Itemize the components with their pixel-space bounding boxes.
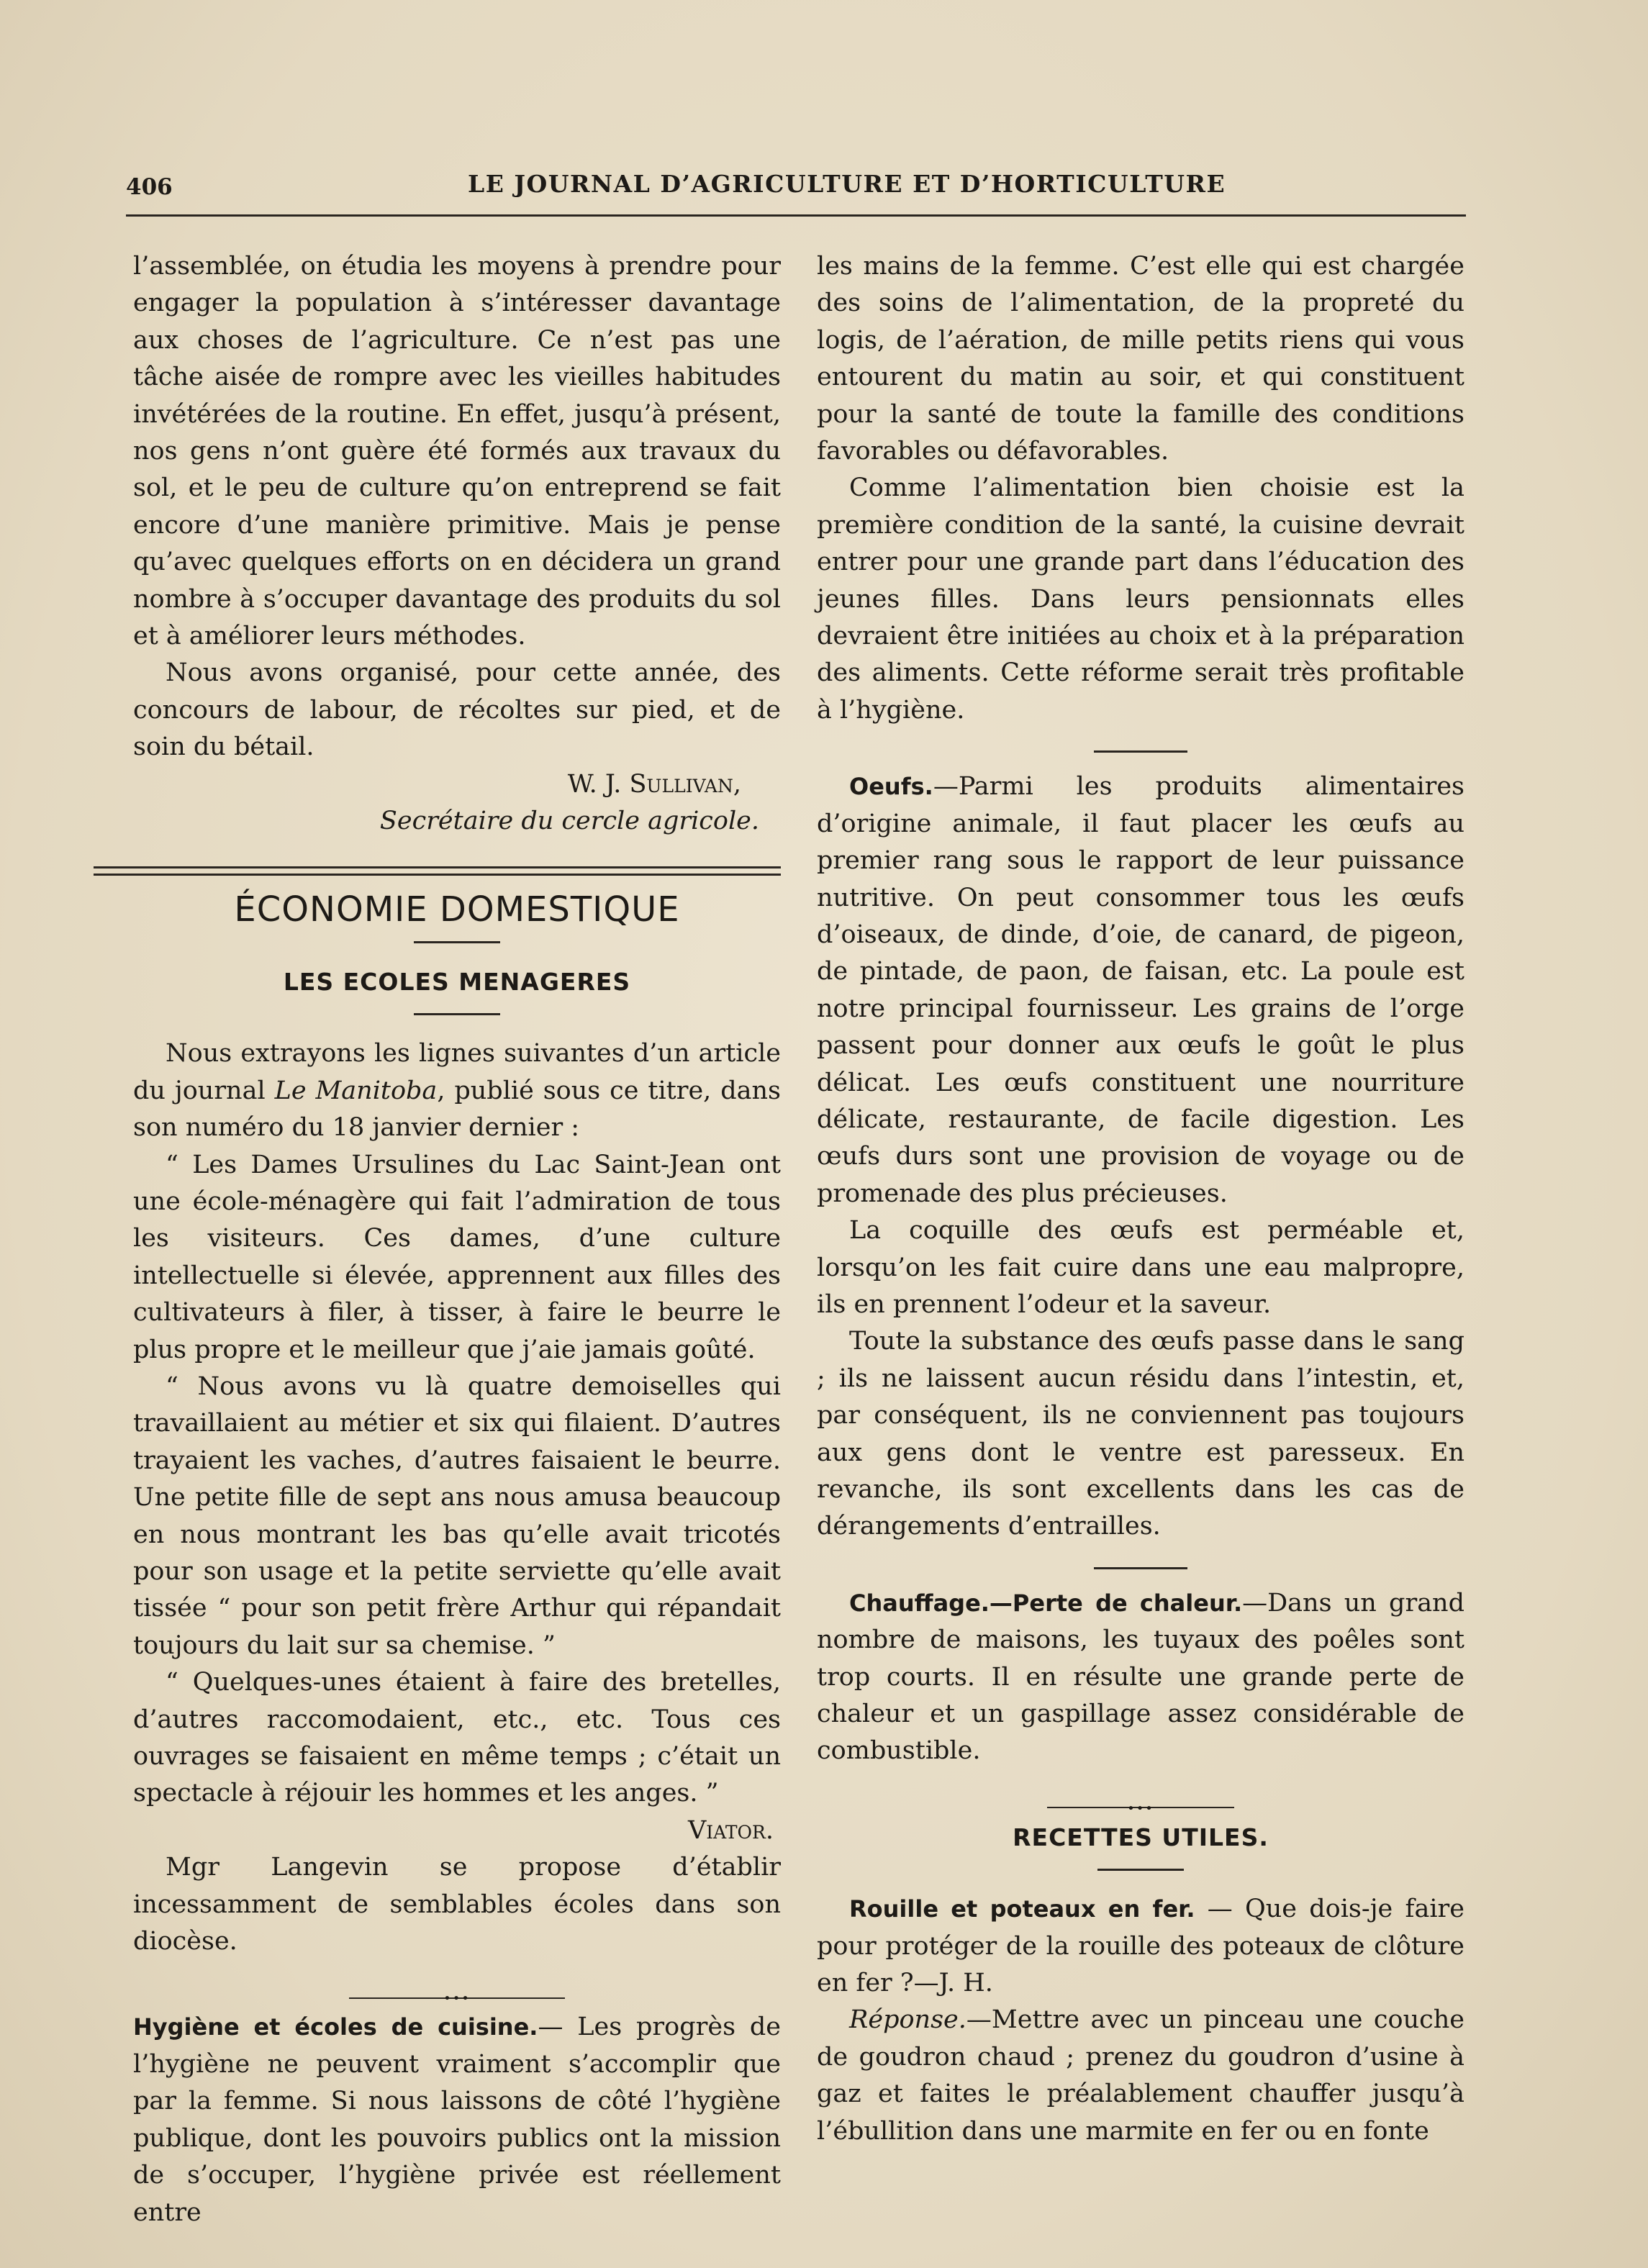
- reponse-label: Réponse.: [849, 2005, 966, 2035]
- item-title: Chauffage.—Perte de chaleur.: [849, 1589, 1243, 1617]
- signature-line: [133, 766, 781, 803]
- paragraph: La coquille des œufs est perméable et, lorsqu’on les fait cuire dans une eau malpropre, ils en prennent l’odeur et la saveur.: [817, 1216, 1464, 1319]
- section-divider: [94, 866, 781, 876]
- paragraph: l’assemblée, on étudia les moyens à prendre pour engager la population à s’intéresser davantage aux choses de l’agriculture. Ce n’est pas une tâche aisée de rompre avec les vieilles habitudes invétérées de la routine. En effet, jusqu’à présent, nos gens n’ont guère été formés aux travaux du sol, et le peu de culture qu’on entreprend se fait encore d’une manière primitive. Mais je pense qu’avec quelques efforts on en décidera un grand nombre à s’occuper davantage des produits du sol et à améliorer leurs méthodes.: [133, 252, 781, 651]
- rouille-paragraph: Rouille et poteaux en fer. — Que dois-je faire pour protéger de la rouille des poteaux de clôture en fer ?—J. H.: [817, 1895, 1464, 1998]
- paragraph: Comme l’alimentation bien choisie est la première condition de la santé, la cuisine devrait entrer pour une grande part dans l’éducation des jeunes filles. Dans leurs pensionnats elles devraient être initiées au choix et à la préparation des aliments. Cette réforme serait très profitable à l’hygiène.: [817, 473, 1464, 725]
- title-rule: [414, 941, 500, 943]
- journal-name: Le Manitoba: [274, 1076, 438, 1105]
- running-title: LE JOURNAL D’AGRICULTURE ET D’HORTICULTURE: [468, 170, 1226, 198]
- quote-paragraph: “ Nous avons vu là quatre demoiselles qui travaillaient au métier et six qui filaient. D’autres trayaient les vaches, d’autres faisaient le beurre. Une petite fille de sept ans nous amusa beaucoup en nous montrant les bas qu’elle avait tricotés pour son usage et la petite serviette qu’elle avait tissée “ pour son petit frère Arthur qui répandait toujours du lait sur sa chemise. ”: [133, 1371, 781, 1660]
- item-title: Oeufs.: [849, 773, 933, 801]
- right-column: [817, 248, 1464, 2150]
- signature-name: W. J. Sullivan,: [567, 769, 741, 799]
- page-header: [126, 170, 1464, 203]
- paragraph: Mgr Langevin se propose d’établir incessamment de semblables écoles dans son diocèse.: [133, 1853, 781, 1956]
- paragraph: Nous avons organisé, pour cette année, des concours de labour, de récoltes sur pied, et de soin du bétail.: [133, 658, 781, 762]
- left-column: [133, 248, 781, 2231]
- recettes-title: RECETTES UTILES.: [1013, 1823, 1269, 1851]
- quote-paragraph: “ Quelques-unes étaient à faire des bretelles, d’autres raccomodaient, etc., etc. Tous ces ouvrages se faisaient en même temps ; c’était un spectacle à réjouir les hommes et les anges. ”: [133, 1668, 781, 1808]
- page-number: 406: [126, 174, 173, 200]
- chauffage-paragraph: Chauffage.—Perte de chaleur.—Dans un grand nombre de maisons, les tuyaux des poêles sont trop courts. Il en résulte une grande perte de chaleur et un gaspillage assez considérable de combustible.: [817, 1588, 1465, 1766]
- reponse-paragraph: Réponse.—Mettre avec un pinceau une couche de goudron chaud ; prenez du goudron d’usine à gaz et faites le préalablement chauffer jusqu’à l’ébullition dans une marmite en fer ou en fonte: [817, 2005, 1464, 2146]
- item-title: Rouille et poteaux en fer.: [849, 1895, 1195, 1923]
- oeufs-paragraph: Oeufs.—Parmi les produits alimentaires d’origine animale, il faut placer les œufs au premier rang sous le rapport de leur puissance nutritive. On peut consommer tous les œufs d’oiseaux, de dinde, d’oie, de canard, de pigeon, de pintade, de paon, de faisan, etc. La poule est notre principal fournisseur. Les grains de l’orge passent pour donner aux œufs le goût le plus délicat. Les œufs constituent une nourriture délicate, restaurante, de facile digestion. Les œufs durs sont une provision de voyage ou de promenade des plus précieuses.: [817, 772, 1464, 1208]
- quote-paragraph: “ Les Dames Ursulines du Lac Saint-Jean ont une école-ménagère qui fait l’admiration de tous les visiteurs. Ces dames, d’une culture intellectuelle si élevée, apprennent aux filles des cultivateurs à filer, à tisser, à faire le beurre le plus propre et le meilleur que j’aie jamais goûté.: [133, 1150, 781, 1364]
- paragraph: Nous extrayons les lignes suivantes d’un article du journal Le Manitoba, publié sous ce titre, dans son numéro du 18 janvier dernier :: [133, 1039, 781, 1143]
- paragraph: Toute la substance des œufs passe dans le sang ; ils ne laissent aucun résidu dans l’intestin, et, par conséquent, ils ne conviennent pas toujours aux gens dont le ventre est paresseux. En revanche, ils sont excellents dans les cas de dérangements d’entrailles.: [817, 1327, 1464, 1541]
- subsection-title: LES ECOLES MENAGERES: [283, 967, 631, 996]
- ornament-divider: •••: [133, 1979, 781, 1993]
- title-rule: [414, 1013, 500, 1015]
- title-rule: [1097, 1869, 1184, 1871]
- quote-signature: Viator.: [688, 1815, 774, 1845]
- item-title: Hygiène et écoles de cuisine.: [133, 2013, 538, 2041]
- divider-rule: [1094, 1567, 1187, 1569]
- ornament-divider: •••: [817, 1789, 1464, 1803]
- paragraph: les mains de la femme. C’est elle qui est chargée des soins de l’alimentation, de la propreté du logis, de l’aération, de mille petits riens qui vous entourent du matin au soir, et qui constituent pour la santé de toute la famille des conditions favorables ou défavorables.: [817, 252, 1464, 466]
- signature-title: Secrétaire du cercle agricole.: [379, 807, 759, 836]
- divider-rule: [1094, 750, 1187, 753]
- hygiene-paragraph: Hygiène et écoles de cuisine.— Les progrès de l’hygiène ne peuvent vraiment s’accomplir que par la femme. Si nous laissons de côté l’hygiène publique, dont les pouvoirs publics ont la mission de s’occuper, l’hygiène privée est réellement entre: [133, 2013, 781, 2227]
- section-title: ÉCONOMIE DOMESTIQUE: [234, 889, 680, 930]
- header-rule: [126, 214, 1466, 217]
